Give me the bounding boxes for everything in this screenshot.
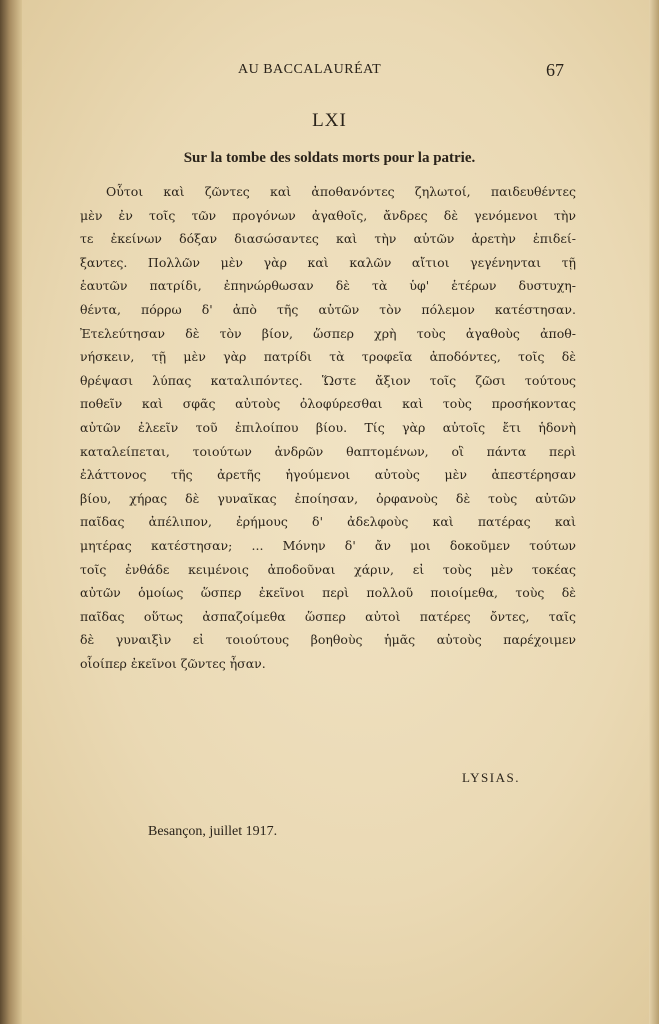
text-line: Ἐτελεύτησαν δὲ τὸν βίον, ὥσπερ χρὴ τοὺς ἀγαθοὺς ἀποθ- <box>80 325 576 341</box>
text-line: νήσκειν, τῇ μὲν γὰρ πατρίδι τὰ τροφεῖα ἀποδόντες, τοῖς δὲ <box>80 349 576 365</box>
text-line: ἐλάττονος τῆς ἀρετῆς ἡγούμενοι αὐτοὺς μὲν ἀπεστέρησαν <box>80 467 576 483</box>
page-number: 67 <box>546 60 564 80</box>
text-line: μὲν ἐν τοῖς τῶν προγόνων ἀγαθοῖς, ἄνδρες δὲ γενόμενοι τὴν <box>80 207 576 223</box>
text-line: μητέρας κατέστησαν; ... Μόνην δ' ἄν μοι δοκοῦμεν τούτων <box>80 537 576 553</box>
running-title: AU BACCALAURÉAT <box>238 62 382 77</box>
text-line: θέντα, πόρρω δ' ἀπὸ τῆς αὑτῶν τὸν πόλεμον κατέστησαν. <box>80 301 576 317</box>
text-line: Οὗτοι καὶ ζῶντες καὶ ἀποθανόντες ζηλωτοί, παιδευθέντες <box>106 184 576 199</box>
dateline: Besançon, juillet 1917. <box>148 824 278 839</box>
text-line: ποθεῖν καὶ σφᾶς αὐτοὺς ὀλοφύρεσθαι καὶ τοὺς προσήκοντας <box>80 396 576 412</box>
text-line: αὐτῶν ἐλεεῖν τοῦ ἐπιλοίπου βίου. Τίς γὰρ αὐτοῖς ἔτι ἡδονὴ <box>80 419 576 435</box>
text-line: τοῖς ἐνθάδε κειμένοις ἀποδοῦναι χάριν, εἰ τοὺς μὲν τοκέας <box>80 561 576 577</box>
text-line: τε ἐκείνων δόξαν διασώσαντες καὶ τὴν αὑτῶν ἀρετὴν ἐπιδεί- <box>80 231 576 247</box>
text-line: παῖδας οὕτως ἀσπαζοίμεθα ὥσπερ αὐτοὶ πατέρες ὄντες, ταῖς <box>80 608 576 624</box>
greek-passage <box>80 180 576 675</box>
text-line: βίου, χήρας δὲ γυναῖκας ἐποίησαν, ὀρφανοὺς δὲ τοὺς αὐτῶν <box>80 490 576 506</box>
text-line: ἑαυτῶν πατρίδι, ἐπηνώρθωσαν δὲ τὰ ὑφ' ἑτέρων δυστυχη- <box>80 278 576 294</box>
author-signature: LYSIAS. <box>462 770 520 785</box>
running-header <box>0 60 659 84</box>
text-line: παῖδας ἀπέλιπον, ἐρήμους δ' ἀδελφοὺς καὶ πατέρας καὶ <box>80 514 576 530</box>
text-line: αὐτῶν ὁμοίως ὥσπερ ἐκεῖνοι περὶ πολλοῦ ποιοίμεθα, τοὺς δὲ <box>80 585 576 601</box>
section-number: LXI <box>312 110 347 131</box>
text-line: οἷοίπερ ἐκεῖνοι ζῶντες ἦσαν. <box>80 655 266 671</box>
text-line: καταλείπεται, τοιούτων ἀνδρῶν θαπτομένων, οἳ πάντα περὶ <box>80 443 576 459</box>
piece-title: Sur la tombe des soldats morts pour la patrie. <box>183 150 476 166</box>
text-line: ξαντες. Πολλῶν μὲν γὰρ καὶ καλῶν αἴτιοι γεγένηνται τῇ <box>80 254 576 270</box>
text-line: θρέψασι λύπας καταλιπόντες. Ὥστε ἄξιον τοῖς ζῶσι τούτους <box>80 372 576 388</box>
text-line: δὲ γυναιξὶν εἰ τοιούτους βοηθοὺς ἡμᾶς αὐτοὺς παρέχοιμεν <box>80 632 576 648</box>
